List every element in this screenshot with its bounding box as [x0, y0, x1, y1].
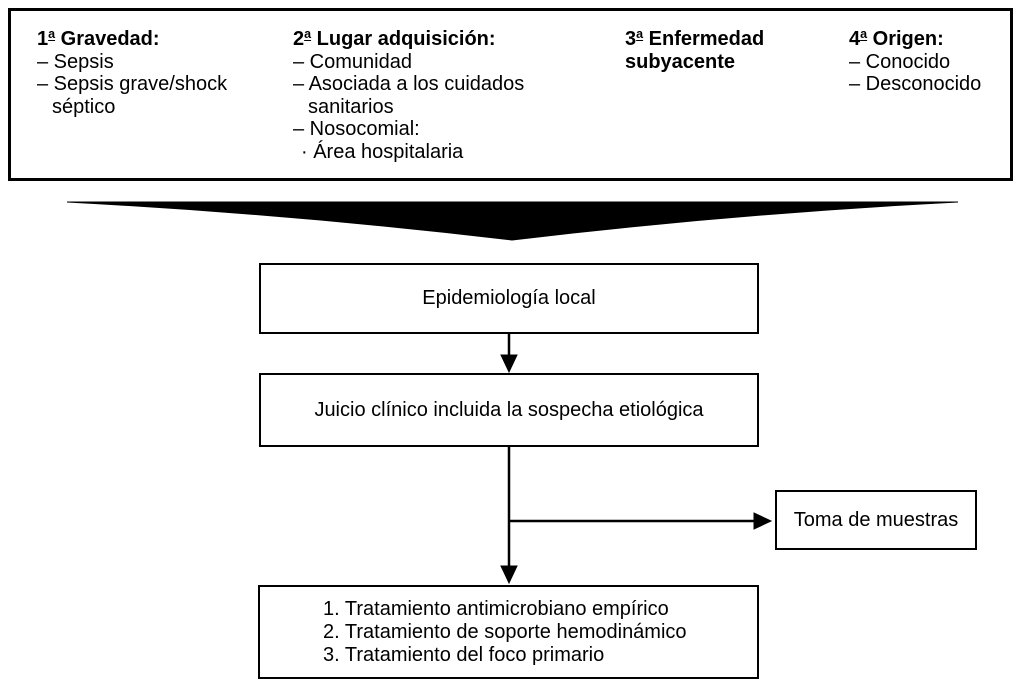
- criteria-column-header: 3$^a$ Enfermedad: [625, 27, 765, 50]
- criteria-item: sanitarios: [308, 95, 394, 118]
- criteria-column-header: 4$^a$ Origen:: [849, 27, 944, 50]
- criteria-item: – Nosocomial:: [293, 118, 420, 140]
- arrow-juicio-to-tratamiento-head: [501, 566, 517, 583]
- criteria-column-header: 2$^a$ Lugar adquisición:: [293, 27, 496, 50]
- ordinal-indicator: a: [304, 27, 312, 41]
- criteria-column-header-line2: subyacente: [625, 50, 736, 73]
- criteria-column-4: [849, 23, 981, 96]
- tratamiento-item: 1. Tratamiento antimicrobiano empírico: [323, 597, 669, 620]
- ordinal-indicator: a: [48, 27, 56, 41]
- criteria-item: – Sepsis grave/shock: [37, 73, 228, 95]
- arrow-branch-toma-head: [754, 513, 771, 529]
- criteria-item: séptico: [52, 95, 116, 118]
- juicio-clinico-box: [259, 373, 759, 447]
- tratamiento-item: 3. Tratamiento del foco primario: [323, 643, 605, 666]
- juicio-clinico-label: Juicio clínico incluida la sospecha etiológica: [314, 398, 704, 421]
- criteria-box: [8, 8, 1013, 181]
- toma-de-muestras-box: [775, 490, 977, 550]
- criteria-item: – Desconocido: [849, 73, 982, 95]
- epidemiologia-label: Epidemiología local: [422, 287, 596, 309]
- tratamiento-box: [258, 585, 759, 679]
- ordinal-indicator: a: [860, 27, 868, 41]
- tratamiento-item: 2. Tratamiento de soporte hemodinámico: [323, 620, 687, 643]
- funnel-arrow: [67, 202, 958, 240]
- criteria-column-1: [37, 23, 227, 118]
- arrow-epidemiologia-to-juicio-head: [501, 355, 517, 372]
- ordinal-indicator: a: [636, 27, 644, 41]
- criteria-item: – Asociada a los cuidados: [293, 73, 525, 95]
- epidemiologia-box: [259, 263, 759, 334]
- criteria-column-2: [293, 23, 524, 163]
- criteria-item: – Comunidad: [293, 50, 412, 73]
- criteria-column-3: [625, 23, 764, 73]
- criteria-item: · Área hospitalaria: [301, 140, 464, 163]
- criteria-column-header: 1$^a$ Gravedad:: [37, 27, 160, 50]
- criteria-item: – Sepsis: [37, 50, 114, 73]
- criteria-item: – Conocido: [849, 50, 951, 73]
- toma-de-muestras-label: Toma de muestras: [793, 508, 959, 531]
